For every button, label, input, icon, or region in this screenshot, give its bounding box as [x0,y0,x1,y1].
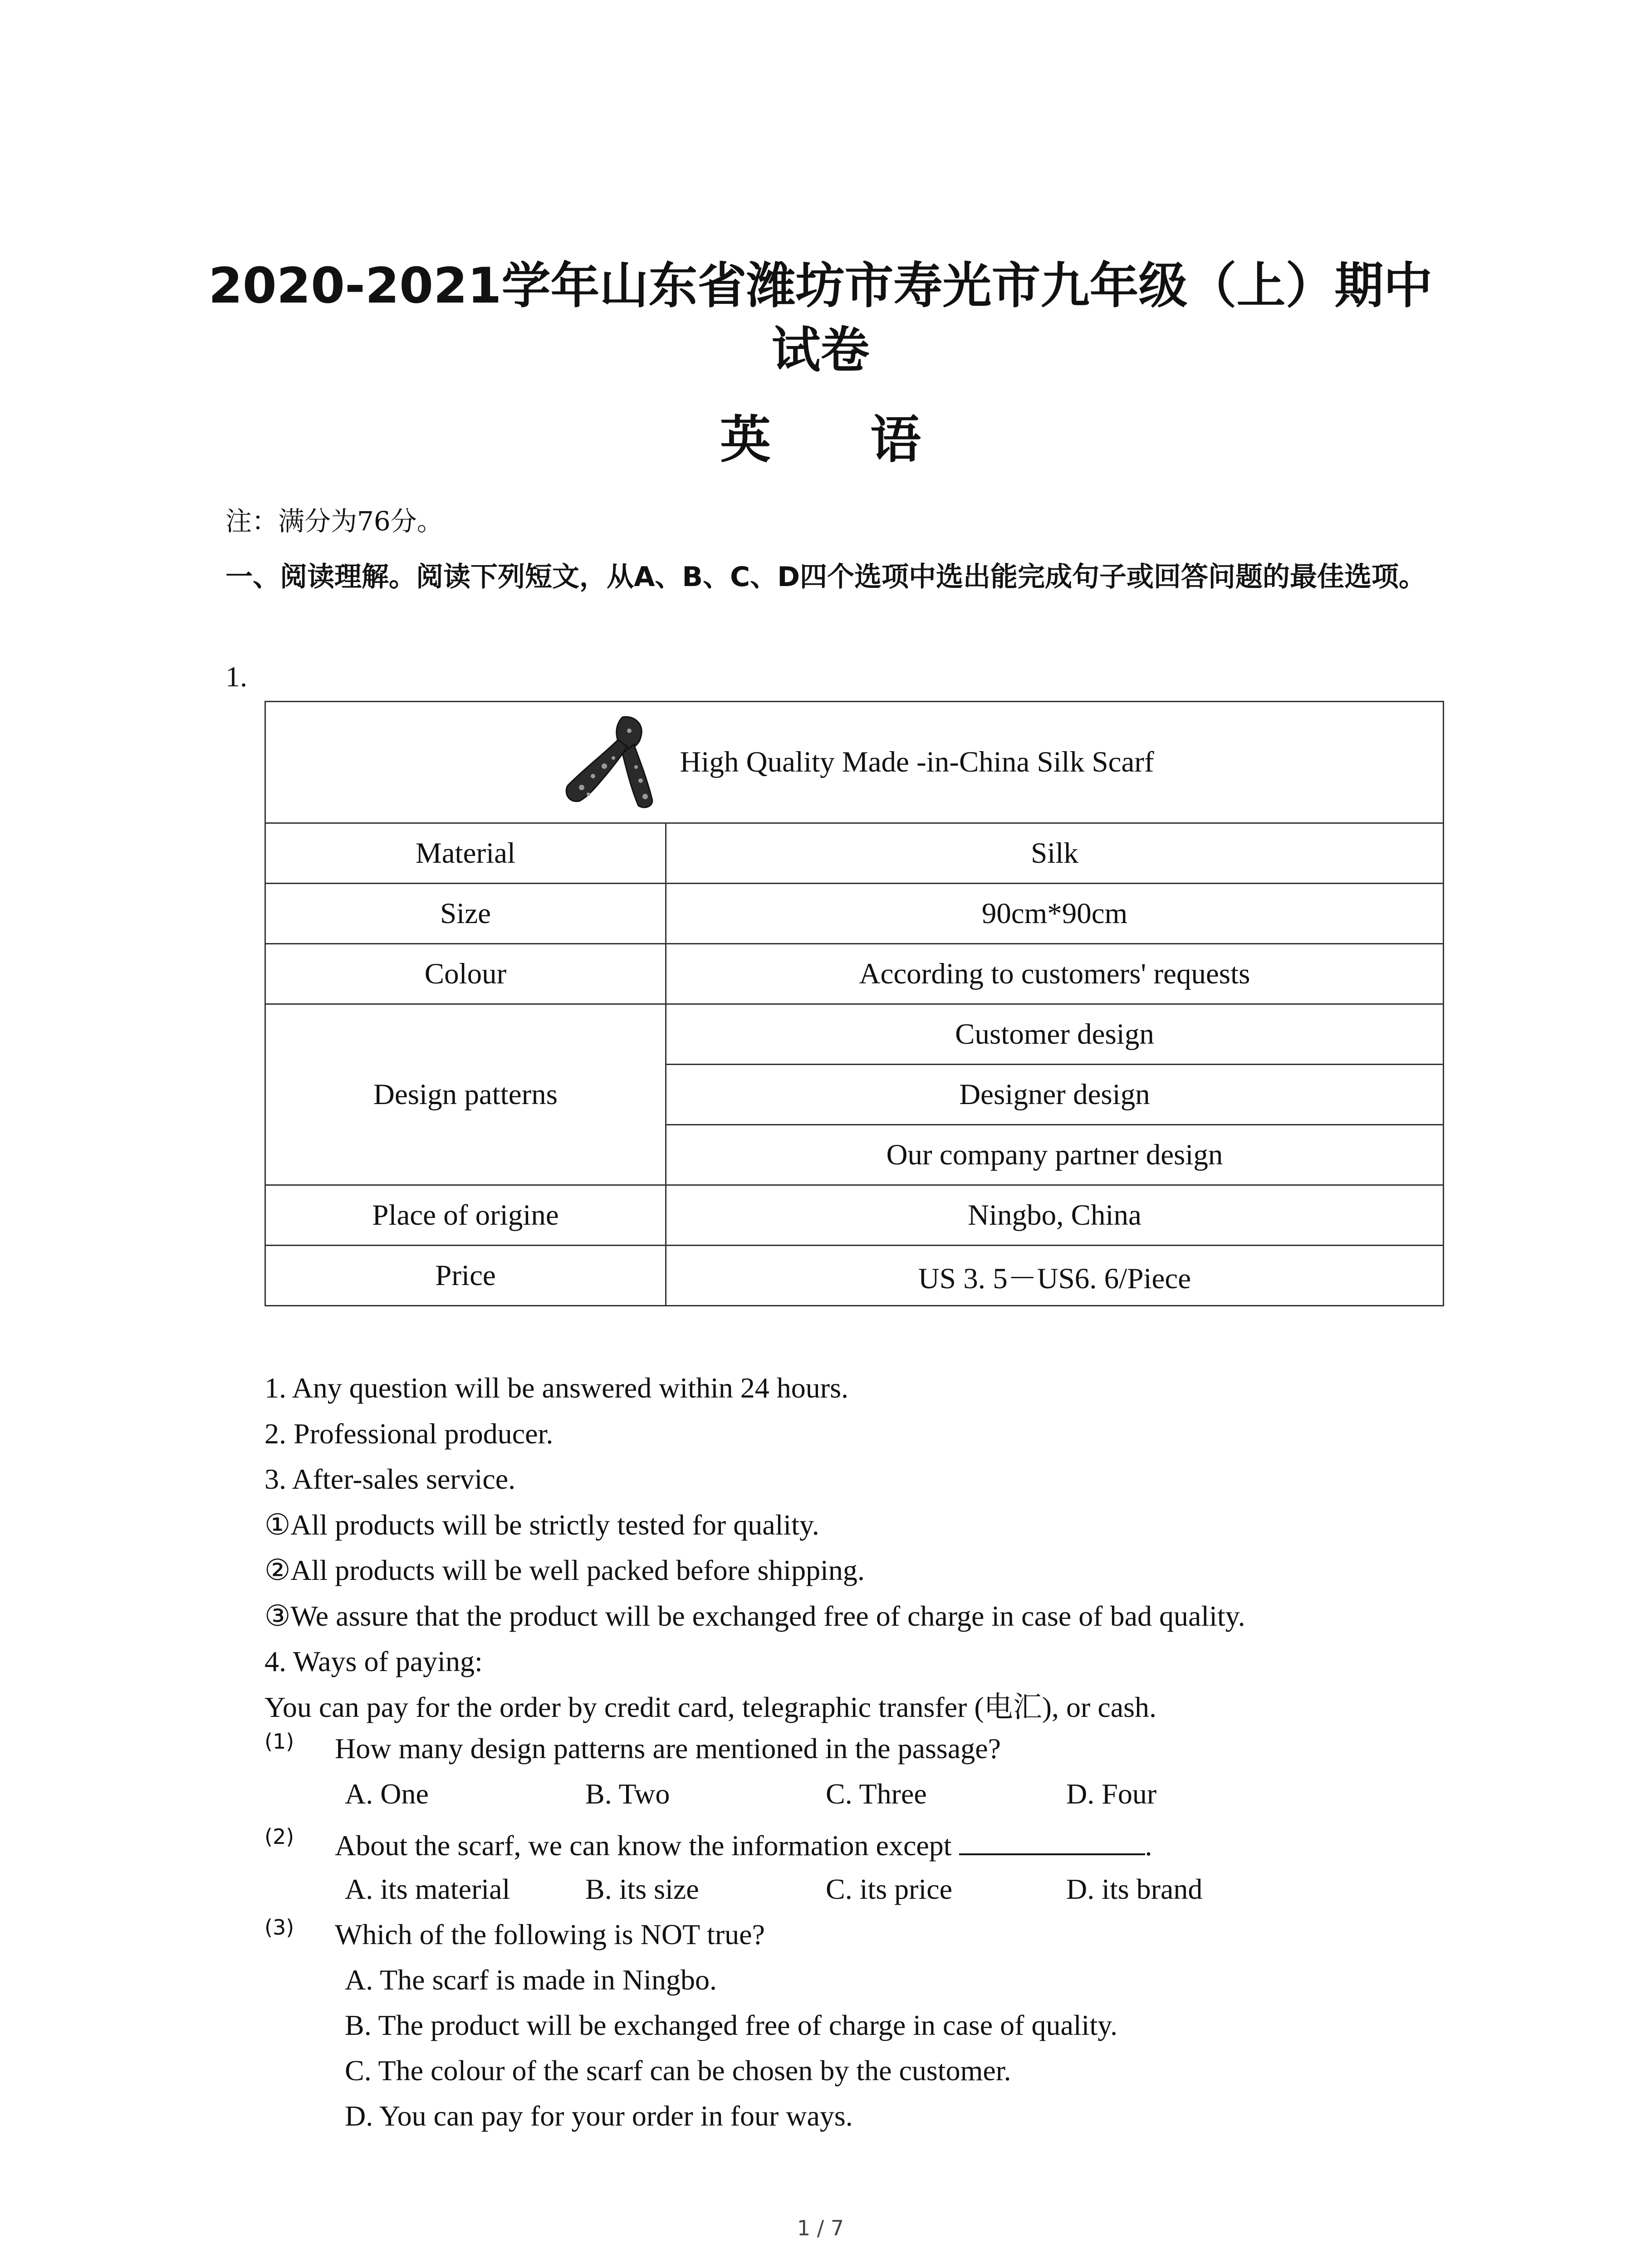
passage-line: 2. Professional producer. [265,1417,554,1450]
table-row [265,1185,1444,1246]
passage-line: 1. Any question will be answered within 24 hours. [265,1372,848,1404]
passage-line: ③We assure that the product will be exchanged free of charge in case of bad quality. [265,1599,1245,1632]
product-spec-table [265,701,1444,1306]
question-stem: How many design patterns are mentioned in the passage? [335,1732,1001,1765]
row-key: Size [265,884,666,944]
row-value: According to customers' requests [666,944,1444,1004]
question-stem-text: About the scarf, we can know the information except [335,1829,952,1862]
table-row [265,1004,1444,1065]
row-value: Designer design [666,1065,1444,1125]
option-b: B. its size [585,1873,699,1905]
table-header-row [265,702,1444,823]
score-note: 注：满分为76分。 [225,506,443,537]
row-value: US 3. 5－US6. 6/Piece [666,1246,1444,1306]
option-b: B. The product will be exchanged free of charge in case of quality. [345,2009,1118,2041]
subject-heading: 英 语 [720,410,962,469]
option-d: D. its brand [1066,1873,1203,1905]
question-number: (2) [265,1824,294,1849]
row-value: 90cm*90cm [666,884,1444,944]
table-row [265,884,1444,944]
question-number: (1) [265,1729,294,1754]
option-a: A. The scarf is made in Ningbo. [345,1964,717,1996]
section-heading: 一、阅读理解。阅读下列短文，从A、B、C、D四个选项中选出能完成句子或回答问题的最佳选项。 [225,561,1426,593]
question-number: (3) [265,1915,294,1940]
passage-line: 3. After-sales service. [265,1463,516,1495]
row-value: Customer design [666,1004,1444,1065]
document-title [0,254,1641,383]
passage-line: You can pay for the order by credit card, telegraphic transfer (电汇), or cash. [265,1691,1157,1723]
question-number: 1. [225,660,247,693]
row-key: Design patterns [265,1004,666,1185]
option-a: A. its material [345,1873,510,1905]
title-line-1: 2020-2021学年山东省潍坊市寿光市九年级（上）期中 [208,258,1433,314]
option-d: D. You can pay for your order in four ways. [345,2100,853,2132]
row-value: Our company partner design [666,1125,1444,1185]
row-value: Silk [666,823,1444,884]
option-b: B. Two [585,1778,670,1810]
table-title: High Quality Made -in-China Silk Scarf [680,746,1154,778]
option-c: C. its price [826,1873,953,1905]
option-a: A. One [345,1778,429,1810]
option-d: D. Four [1066,1778,1157,1810]
passage-line: 4. Ways of paying: [265,1645,483,1677]
passage [265,1365,1245,1730]
row-key: Price [265,1246,666,1306]
title-line-2: 试卷 [771,322,870,379]
passage-line: ②All products will be well packed before shipping. [265,1554,865,1586]
row-key: Material [265,823,666,884]
table-row [265,823,1444,884]
row-value: Ningbo, China [666,1185,1444,1246]
option-c: C. Three [826,1778,927,1810]
question-stem [335,1827,1152,1862]
table-row [265,944,1444,1004]
answer-blank [959,1827,1145,1855]
page-number: 1 / 7 [797,2216,844,2240]
row-key: Colour [265,944,666,1004]
passage-line: ①All products will be strictly tested for quality. [265,1508,819,1541]
row-key: Place of origine [265,1185,666,1246]
question-stem: Which of the following is NOT true? [335,1918,765,1950]
table-row [265,1246,1444,1306]
silk-scarf-image [554,713,668,812]
question-stem-end: . [1145,1829,1152,1862]
option-c: C. The colour of the scarf can be chosen by the customer. [345,2054,1011,2087]
